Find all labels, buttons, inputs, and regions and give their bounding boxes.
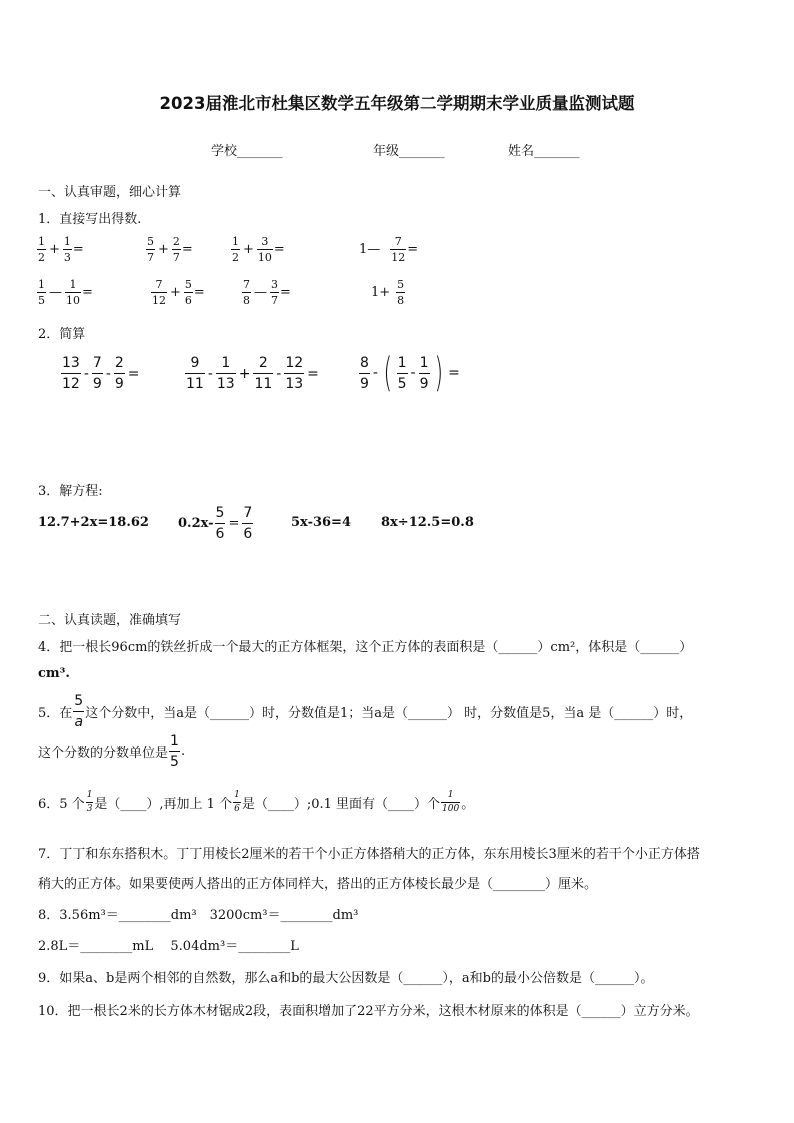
q10: 10．把一根长2米的长方体木材锯成2段，表面积增加了22平方分米，这根木材原来的体积是（______）立方分米。 <box>38 1004 699 1019</box>
grade-blank: _______ <box>399 144 445 159</box>
q1-r1-item3: $\frac{1}{2}$ + $\frac{3}{10}$ = <box>232 235 285 264</box>
q1-r1-item4: 1— $\frac{7}{12}$ = <box>359 235 419 264</box>
q3-eq4: 8x÷12.5=0.8 <box>381 515 474 530</box>
fraction: $\frac{7}{8}$ <box>243 278 250 307</box>
fraction: $\frac{1}{5}$ <box>38 278 45 307</box>
q5-line2: 这个分数的分数单位是 $\frac{1}{5}$ . <box>38 733 186 770</box>
fraction: $\frac{8}{9}$ <box>360 354 369 392</box>
fraction: $\frac{5}{7}$ <box>147 235 154 264</box>
fraction: $\frac{1}{9}$ <box>419 354 429 392</box>
fraction: $\frac{1}{3}$ <box>63 235 71 264</box>
fraction: $\frac{2}{11}$ <box>254 355 273 392</box>
q1-label: 1．直接写出得数. <box>38 212 142 227</box>
fraction: $\frac{5}{6}$ <box>184 278 192 307</box>
q8-line2: 2.8L＝________mL 5.04dm³＝________L <box>38 939 299 954</box>
q3-eq1: 12.7+2x=18.62 <box>38 515 149 530</box>
section-1-heading: 一、认真审题，细心计算 <box>38 185 182 200</box>
fraction: $\frac{1}{3}$ <box>86 790 93 814</box>
q2-expr3: $\frac{8}{9}$ - ( $\frac{1}{5}$ - $\frac{1}{9}$ ) = <box>360 350 460 396</box>
q9: 9．如果a、b是两个相邻的自然数，那么a和b的最大公因数是（______），a和b的最小公倍数是（______）。 <box>38 971 654 986</box>
fraction: $\frac{1}{2}$ <box>38 235 45 264</box>
school-label: 学校 <box>211 144 238 159</box>
left-paren: ( <box>383 350 393 396</box>
name-blank: _______ <box>534 144 580 159</box>
fraction: $\frac{1}{13}$ <box>216 355 235 392</box>
q3-eq3: 5x-36=4 <box>291 515 351 530</box>
school-blank: _______ <box>237 144 283 159</box>
fraction: $\frac{7}{9}$ <box>92 355 102 392</box>
fraction: $\frac{5}{a}$ <box>74 693 84 730</box>
right-paren: ) <box>434 350 443 396</box>
q7-line1: 7．丁丁和东东搭积木。丁丁用棱长2厘米的若干个小正方体搭稍大的正方体，东东用棱长3厘米的若干个小正方体搭 <box>38 847 700 862</box>
grade-field <box>373 140 445 159</box>
fraction: $\frac{7}{12}$ <box>391 235 406 264</box>
q3-eq2: 0.2x- $\frac{5}{6}$ = $\frac{7}{6}$ <box>178 505 253 542</box>
fraction: $\frac{9}{11}$ <box>186 355 204 392</box>
q1-r2-item3: $\frac{7}{8}$ — $\frac{3}{7}$ = <box>243 278 291 307</box>
q4-line1: 4．把一根长96cm的铁丝折成一个最大的正方体框架，这个正方体的表面积是（______）cm²，体积是（______） <box>38 640 693 655</box>
fraction: $\frac{2}{7}$ <box>172 235 180 264</box>
q4-line2: cm³. <box>38 666 70 681</box>
fraction: $\frac{1}{5}$ <box>397 354 407 392</box>
q1-r1-item2: $\frac{5}{7}$ + $\frac{2}{7}$ = <box>147 235 193 264</box>
grade-label: 年级 <box>373 144 400 159</box>
q2-label: 2．简算 <box>38 327 86 342</box>
fraction: $\frac{12}{13}$ <box>285 355 304 392</box>
name-field <box>508 140 580 159</box>
fraction: $\frac{3}{10}$ <box>257 235 272 264</box>
q8-line1: 8．3.56m³＝________dm³ 3200cm³＝________dm³ <box>38 908 359 923</box>
q2-expr1: $\frac{13}{12}$ - $\frac{7}{9}$ - $\frac{2}{9}$ = <box>62 355 140 392</box>
page-title: 2023届淮北市杜集区数学五年级第二学期期末学业质量监测试题 <box>159 94 635 113</box>
q2-expr2: $\frac{9}{11}$ - $\frac{1}{13}$ + $\frac{2}{11}$ - $\frac{12}{13}$ = <box>186 355 319 392</box>
q5-line1: 5．在 $\frac{5}{a}$ 这个分数中，当a是（______）时，分数值是1；当a是（______） 时，分数值是5，当a 是（______）时， <box>38 693 693 730</box>
fraction: $\frac{5}{6}$ <box>215 505 225 542</box>
fraction: $\frac{7}{12}$ <box>152 278 166 307</box>
fraction: $\frac{1}{2}$ <box>232 235 239 264</box>
fraction: $\frac{1}{5}$ <box>170 733 179 770</box>
fraction: $\frac{3}{7}$ <box>271 278 278 307</box>
q1-r2-item2: $\frac{7}{12}$ + $\frac{5}{6}$ = <box>152 278 205 307</box>
fraction: $\frac{2}{9}$ <box>114 355 124 392</box>
q1-r1-item1: $\frac{1}{2}$ + $\frac{1}{3}$ = <box>38 235 84 264</box>
section-2-heading: 二、认真读题，准确填写 <box>38 613 182 628</box>
q6: 6．5 个 $\frac{1}{3}$ 是（____）,再加上 1 个 $\frac{1}{6}$ 是（____）;0.1 里面有（____）个 $\frac{1}{100}$ 。 <box>38 790 475 814</box>
q7-line2: 稍大的正方体。如果要使两人搭出的正方体同样大，搭出的正方体棱长最少是（________）厘米。 <box>38 877 598 892</box>
name-label: 姓名 <box>508 144 535 159</box>
fraction: $\frac{1}{100}$ <box>442 790 460 814</box>
school-field <box>211 140 283 159</box>
fraction: $\frac{13}{12}$ <box>62 355 80 392</box>
fraction: $\frac{1}{6}$ <box>234 790 240 814</box>
fraction: $\frac{1}{10}$ <box>66 278 80 307</box>
q1-r2-item1: $\frac{1}{5}$ — $\frac{1}{10}$ = <box>38 278 93 307</box>
fraction: $\frac{7}{6}$ <box>243 505 253 542</box>
fraction: $\frac{5}{8}$ <box>397 278 405 307</box>
q3-label: 3．解方程: <box>38 484 103 499</box>
q1-r2-item4: 1+ $\frac{5}{8}$ <box>371 278 405 307</box>
